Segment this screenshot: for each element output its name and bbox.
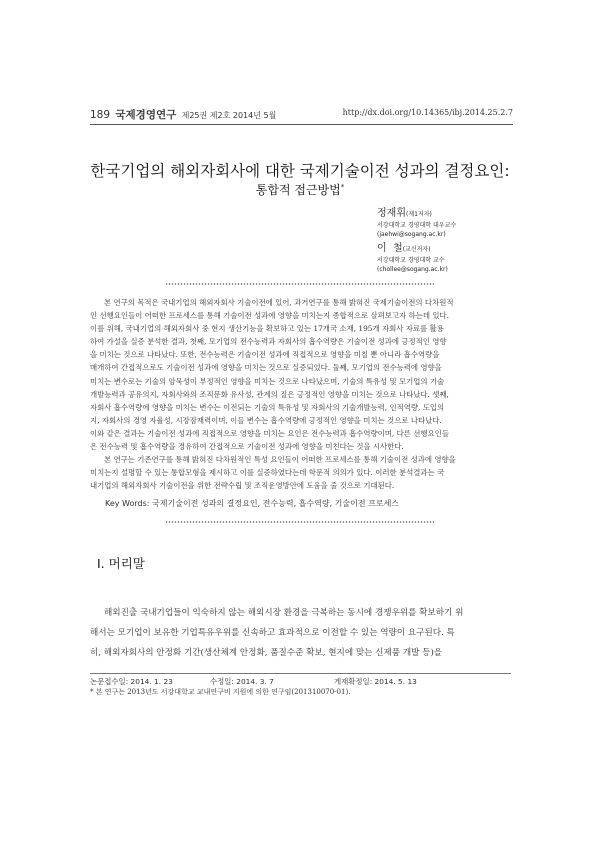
body-paragraph bbox=[90, 603, 511, 663]
author-role: (제1저자) bbox=[405, 211, 432, 218]
abstract-line: 이와 같은 결과는 기술이전 성과에 직접적으로 영향을 미치는 요인은 전수능력과 흡수역량이며, 다른 선행요인들 bbox=[90, 428, 449, 438]
abstract-line: 매개하여 간접적으로도 기술이전 성과에 영향을 미치는 것으로 실증되었다. 둘째, 모기업의 전수능력에 영향을 bbox=[90, 363, 442, 373]
submitted-date: 논문접수일: 2014. 1. 23 bbox=[90, 677, 173, 686]
footnote-mark: * bbox=[340, 183, 345, 191]
keywords bbox=[105, 498, 399, 509]
abstract-line: 미치는 변수로는 기술의 암묵성이 부정적인 영향을 미치는 것으로 나타났으며, 기술의 특유성 및 모기업의 기술 bbox=[90, 376, 445, 386]
revised-date: 수정일: 2014. 3. 7 bbox=[210, 677, 274, 686]
abstract-line: 을 미치는 것으로 나타났다. 또한, 전수능력은 기술이전 성과에 직접적으로 영향을 미칠 뿐 아니라 흡수역량을 bbox=[90, 350, 440, 360]
footnote-note: * 본 연구는 2013년도 서강대학교 교내연구비 지원에 의한 연구임(201310070-01). bbox=[90, 688, 351, 696]
section-heading: Ⅰ. 머리말 bbox=[97, 556, 145, 571]
accepted-date: 게재확정일: 2014. 5. 13 bbox=[334, 677, 417, 686]
abstract-line: 미치는지 설명할 수 있는 통합모형을 제시하고 이를 실증하였다는데 학문적 의의가 있다. 이러한 분석결과는 국 bbox=[90, 468, 445, 478]
paper-title: 한국기업의 해외자회사에 대한 국제기술이전 성과의 결정요인: bbox=[90, 162, 510, 180]
doi-link[interactable]: http://dx.doi.org/10.14365/ibj.2014.25.2.7 bbox=[342, 108, 513, 117]
dotted-divider-top bbox=[165, 283, 435, 285]
abstract bbox=[90, 296, 511, 492]
footnote-dates bbox=[90, 676, 417, 687]
abstract-line: 개발능력과 공유의지, 자회사와의 조직문화 유사성, 관계의 질은 긍정적인 영향을 미치는 것으로 나타났다. 셋째, bbox=[90, 389, 449, 399]
author-name: 이 철 bbox=[377, 243, 403, 254]
author-2 bbox=[377, 242, 448, 274]
abstract-line: 자회사 흡수역량에 영향을 미치는 변수는 이전되는 기술의 특유성 및 자회사의 기술개발능력, 인적역량, 도입의 bbox=[90, 402, 445, 412]
abstract-line: 은 전수능력 및 흡수역량을 경유하여 간접적으로 기술이전 성과에 영향을 미친다는 것을 시사한다. bbox=[90, 442, 404, 452]
abstract-line: 지, 자회사의 경영 자율성, 시장잠재력이며, 이들 변수는 흡수역량에 긍정적인 영향을 미치는 것으로 나타났다. bbox=[90, 415, 442, 425]
journal-name: 국제경영연구 bbox=[115, 109, 177, 121]
abstract-line: 본 연구는 기존연구를 통해 밝혀진 다차원적인 특성 요인들이 어떠한 프로세스를 통해 기술이전 성과에 영향을 bbox=[104, 455, 456, 465]
footnote-rule bbox=[90, 673, 511, 674]
running-header bbox=[90, 107, 513, 123]
abstract-line: 인 선행요인들이 어떠한 프로세스를 통해 기술이전 성과에 영향을 미치는지 종합적으로 살펴보고자 하는데 있다. bbox=[90, 311, 449, 321]
author-role: (교신저자) bbox=[402, 246, 431, 253]
abstract-line: 본 연구의 목적은 국내기업의 해외자회사 기술이전에 있어, 과거연구를 통해 밝혀진 국제기술이전의 다차원적 bbox=[104, 298, 454, 307]
author-1 bbox=[377, 207, 456, 239]
keywords-text: 국제기술이전 성과의 결정요인, 전수능력, 흡수역량, 기술이전 프로세스 bbox=[152, 499, 400, 508]
page-number: 189 bbox=[90, 109, 111, 121]
abstract-line: 내기업의 해외자회사 기술이전을 위한 전략수립 및 조직운영방안에 도움을 줄 것으로 기대된다. bbox=[90, 481, 395, 491]
author-email: (chollee@sogang.ac.kr) bbox=[377, 266, 448, 273]
subtitle-text: 통합적 접근방법 bbox=[255, 183, 341, 197]
header-rule bbox=[90, 124, 513, 125]
author-affiliation: 서강대학교 경영대학 교수 bbox=[377, 257, 445, 264]
body-line: 해서는 모기업이 보유한 기업특유우위를 신속하고 효과적으로 이전할 수 있는 역량이 요구된다. 특 bbox=[90, 628, 455, 638]
header-left bbox=[90, 107, 276, 122]
keywords-label: Key Words: bbox=[105, 499, 150, 508]
author-name: 정재휘 bbox=[377, 208, 406, 219]
abstract-line: 하여 가설을 실증 분석한 결과, 첫째, 모기업의 전수능력과 자회사의 흡수역량은 기술이전 성과에 긍정적인 영향 bbox=[90, 337, 447, 347]
paper-subtitle bbox=[60, 181, 540, 198]
author-affiliation: 서강대학교 경영대학 대우교수 bbox=[377, 222, 457, 229]
abstract-line: 이를 위해, 국내기업의 해외자회사 중 현지 생산기능을 확보하고 있는 17개국 소재, 195개 자회사 자료를 활용 bbox=[90, 324, 444, 334]
body-line: 해외진출 국내기업들이 익숙하지 않는 해외시장 환경을 극복하는 동시에 경쟁우위를 확보하기 위 bbox=[104, 608, 464, 618]
dotted-divider-bottom bbox=[165, 521, 435, 523]
body-line: 히, 해외자회사의 안정화 기간(생산체계 안정화, 품질수준 확보, 현지에 맞는 신제품 개발 등)을 bbox=[90, 648, 443, 658]
author-email: (jaehwi@sogang.ac.kr) bbox=[377, 231, 446, 238]
journal-issue: 제25권 제2호 2014년 5월 bbox=[181, 111, 277, 120]
